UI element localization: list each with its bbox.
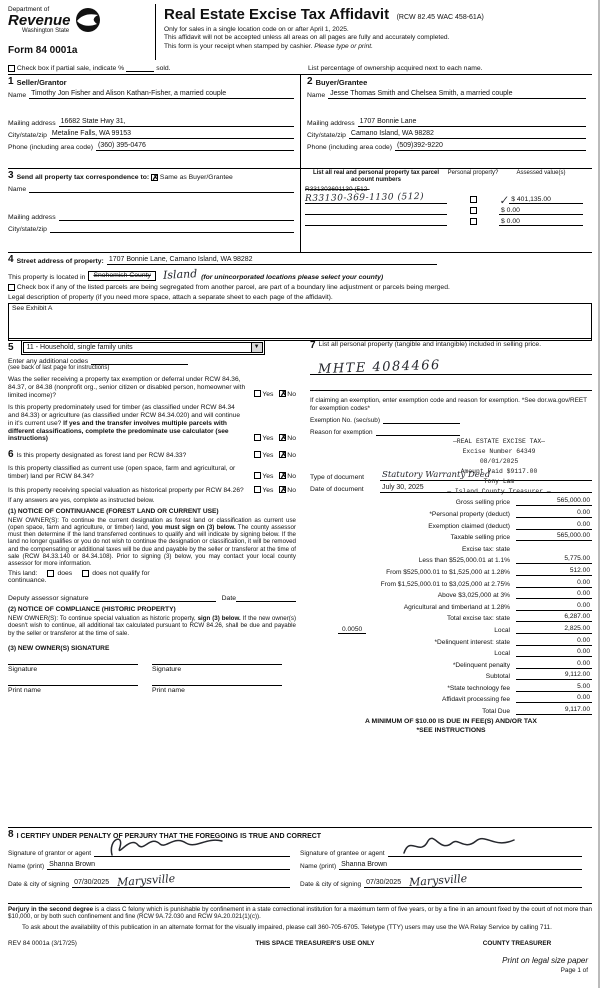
header-note-3b: Please type or print. xyxy=(314,42,373,50)
if-any-yes-note: If any answers are yes, complete as instructed below. xyxy=(8,496,155,504)
partial-sale-percent-input[interactable] xyxy=(126,64,154,72)
seller-mailing-field[interactable]: 16682 State Hwy 31, xyxy=(59,118,294,127)
timber-question-bold: If yes and the transfer involves multiple parcels with different classifications, complete the predominate use calculator xyxy=(8,419,227,435)
excise-tax-table xyxy=(310,497,592,715)
assessed-value-3[interactable]: $ 0.00 xyxy=(499,218,583,226)
tax-row-label: Exemption claimed (deduct) xyxy=(428,522,510,530)
tax-row-label: *State technology fee xyxy=(447,684,510,692)
tax-row-label: Gross selling price xyxy=(455,499,510,507)
tax-row-value[interactable]: 0.00 xyxy=(516,660,592,669)
does-not-label: does not qualify for xyxy=(92,570,150,578)
seller-mailing-label: Mailing address xyxy=(8,120,56,127)
header-note-3a: This form is your receipt when stamped by cashier. xyxy=(164,42,315,50)
segregated-label: Check box if any of the listed parcels are being segregated from another parcel, are part of a boundary line adjustment or parcels being merged. xyxy=(16,284,450,291)
seller-city-field[interactable]: Metaline Falls, WA 99153 xyxy=(50,130,294,139)
same-as-buyer-label: Same as Buyer/Grantee xyxy=(159,174,233,181)
tax-row-value[interactable]: 0.00 xyxy=(516,509,592,518)
grantor-signature-block xyxy=(8,844,300,888)
additional-codes-field[interactable] xyxy=(91,356,188,365)
no-label: No xyxy=(287,435,296,443)
historical-property-question: Is this property receiving special valuation as historical property per RCW 84.26? xyxy=(8,486,244,494)
parcel-numbers-header: List all real and personal property tax parcel account numbers xyxy=(312,170,440,184)
buyer-city-field[interactable]: Camano Island, WA 98282 xyxy=(349,130,586,139)
exemption-no-label: Exemption No. (sec/sub) xyxy=(310,417,380,425)
section-7-number: 7 xyxy=(310,340,316,351)
grantee-date-label: Date & city of signing xyxy=(300,881,362,888)
new-owner-printname-field-2[interactable] xyxy=(152,685,282,686)
parcel-table xyxy=(300,169,592,252)
exemption-deferral-question: Was the seller receiving a property tax exemption or deferral under RCW 84.36, 84.37, or 84.38 (nonprofit org., senior citizen or disabled person, homeowner with limited income)? xyxy=(8,376,246,399)
tax-row-value[interactable]: 0.00 xyxy=(516,602,592,611)
new-owner-signature-field-2[interactable] xyxy=(152,664,282,665)
grantee-signature-block xyxy=(300,844,592,888)
assessed-value-2[interactable]: $ 0.00 xyxy=(499,207,583,215)
tax-row-label: Agricultural and timberland at 1.28% xyxy=(403,603,510,611)
timber-question-note: (see instructions) xyxy=(8,427,229,443)
signature-label: Signature xyxy=(152,665,182,673)
section-2-number: 2 xyxy=(307,76,313,87)
yes-no-group xyxy=(246,451,296,460)
seller-name-field[interactable]: Timothy Jon Fisher and Alison Kathan-Fisher, a married couple xyxy=(29,90,294,99)
buyer-phone-field[interactable]: (509)392-9220 xyxy=(395,142,586,151)
additional-codes-note: (see back of last page for instructions) xyxy=(8,365,110,371)
personal-property-label: List all personal property (tangible and intangible) included in selling price. xyxy=(318,341,542,348)
rev-number: REV 84 0001a (3/17/25) xyxy=(8,939,77,947)
property-section xyxy=(8,252,592,338)
yes-no-group xyxy=(246,486,296,495)
signature-label: Signature xyxy=(8,665,38,673)
tax-row-label: Subtotal xyxy=(485,673,510,681)
page-number-note: Page 1 of xyxy=(560,966,588,974)
tax-row-value[interactable]: 0.00 xyxy=(516,648,592,657)
legal-description-label: Legal description of property (if you need more space, attach a separate sheet to each page of the affidavit). xyxy=(8,294,333,301)
tax-row-label: *Personal property (deduct) xyxy=(429,510,510,518)
stamp-amount-paid: Amount Paid $9117.00 xyxy=(460,467,538,475)
new-owner-signature-field-1[interactable] xyxy=(8,664,138,665)
parcel-row xyxy=(305,217,592,226)
perjury-rest-text: is a class C felony which is punishable by confinement in a state correctional institution for a maximum term of five years, or by a fine in an amount fixed by the court of not more than $10,000, or by both such confinement and fine (RCW 9A.72.030 and RCW 9A.20.021(1)(c)). xyxy=(8,906,592,921)
seller-city-label: City/state/zip xyxy=(8,132,47,139)
tax-row-value[interactable]: 512.00 xyxy=(516,567,592,576)
seller-phone-label: Phone (including area code) xyxy=(8,144,94,151)
section-1-number: 1 xyxy=(8,76,14,87)
no-checkbox[interactable] xyxy=(279,390,286,397)
exemption-intro: If claiming an exemption, enter exemption code and reason for exemption. *See dor.wa.gov/REET for exemption codes* xyxy=(310,397,587,412)
print-name-label: Print name xyxy=(8,686,41,694)
tax-row-label: From $1,525,000.01 to $3,025,000 at 2.75% xyxy=(380,580,510,588)
new-owner-printname-row xyxy=(8,685,296,694)
correspondence-mailing-label: Mailing address xyxy=(8,214,56,221)
certification-section xyxy=(8,827,592,903)
section-8-number: 8 xyxy=(8,829,14,840)
continuance-text-bold: you must sign on (3) below. xyxy=(151,524,236,532)
compliance-text-bold: sign (3) below. xyxy=(197,615,241,623)
grantee-date-value: 07/30/2025 xyxy=(366,879,402,886)
header-note-1: Only for sales in a single location code on or after April 1, 2025. xyxy=(164,25,349,33)
deputy-date-field[interactable] xyxy=(236,593,296,602)
yes-no-group xyxy=(246,472,296,481)
grantor-signature-label: Signature of grantor or agent xyxy=(8,850,92,857)
stamp-date: 08/01/2025 xyxy=(479,457,519,465)
parcel-number-handwritten: R33130-369-1130 (512) xyxy=(304,192,425,205)
print-legal-size-note: Print on legal size paper xyxy=(502,955,588,965)
grantor-city-handwritten: Marysville xyxy=(116,871,176,890)
county-dropdown[interactable] xyxy=(88,271,155,281)
no-label: No xyxy=(287,472,296,480)
continuance-label: continuance. xyxy=(8,577,47,585)
forest-land-question xyxy=(8,450,246,460)
print-name-label: Print name xyxy=(152,686,185,694)
grantee-name-field[interactable]: Shanna Brown xyxy=(339,861,582,870)
buyer-phone-label: Phone (including area code) xyxy=(307,144,393,151)
deputy-date-label: Date xyxy=(221,595,236,603)
located-in-label: This property is located in xyxy=(8,274,86,281)
handwritten-checkmark: ✓ xyxy=(498,193,509,208)
buyer-name-label: Name xyxy=(307,92,326,99)
seller-name-label: Name xyxy=(8,92,27,99)
tax-row-label: Total Due xyxy=(482,708,510,716)
tax-row-value[interactable]: 2,825.00 xyxy=(516,625,592,634)
yes-no-group xyxy=(246,390,296,399)
print-note-block xyxy=(8,956,592,974)
buyer-title: Buyer/Grantee xyxy=(315,78,368,87)
parcel-row xyxy=(304,186,592,208)
dor-logo-block xyxy=(8,4,156,60)
treasurer-stamp xyxy=(410,437,588,497)
yes-no-group xyxy=(246,434,296,443)
yes-checkbox[interactable] xyxy=(254,434,261,441)
county-struck-text: Snohomish County xyxy=(93,272,151,279)
no-label: No xyxy=(287,391,296,399)
tax-row-label: Affidavit processing fee xyxy=(441,696,510,704)
correspondence-name-field[interactable] xyxy=(29,184,294,193)
tax-row-label: *Delinquent penalty xyxy=(452,661,510,669)
stamp-excise-number: Excise Number 64349 xyxy=(462,447,536,455)
grantor-signature-field[interactable] xyxy=(94,848,290,857)
logo-revenue-text: Revenue xyxy=(8,12,71,29)
parcel-number-field[interactable] xyxy=(305,186,447,204)
exemption-no-field[interactable] xyxy=(383,415,460,424)
personal-property-field[interactable] xyxy=(310,359,592,391)
perjury-notice xyxy=(8,906,592,921)
tax-row-value[interactable]: 565,000.00 xyxy=(516,532,592,541)
grantee-city-handwritten: Marysville xyxy=(408,871,468,890)
continuance-text-2: The county assessor must then determine if the land transferred continues to qualify and will indicate by signing below. If the land no longer qualifies or you do not wish to continue the designation or classification, it will be removed and the compensating or additional taxes will be due and payable by the seller or transferor at the time of sale (RCW 84.33.140 or 84.34.108). Prior to signing (3) below, you may contact your local county assessor for more information. xyxy=(8,524,296,567)
logo-state-text: Washington State xyxy=(22,28,70,34)
handwritten-personal-property: MHTE 4084466 xyxy=(317,357,442,378)
section-4-number: 4 xyxy=(8,254,14,265)
correspondence-city-field[interactable] xyxy=(50,224,294,233)
certify-statement: I CERTIFY UNDER PENALTY OF PERJURY THAT THE FOREGOING IS TRUE AND CORRECT xyxy=(16,833,322,840)
date-of-document-field[interactable]: July 30, 2025 xyxy=(380,484,592,493)
no-checkbox[interactable] xyxy=(279,472,286,479)
tax-row-label: Local xyxy=(494,626,510,634)
tax-row-value[interactable]: 5,775.00 xyxy=(516,555,592,564)
stamp-title: —REAL ESTATE EXCISE TAX— xyxy=(452,438,546,445)
grantee-date-field[interactable] xyxy=(364,871,582,890)
partial-sale-suffix: sold. xyxy=(156,65,171,72)
no-checkbox[interactable] xyxy=(279,434,286,441)
section-5-6-column xyxy=(8,339,304,827)
does-not-checkbox[interactable] xyxy=(82,570,89,577)
new-owner-signature-row xyxy=(8,664,296,673)
timber-question-text: Is this property predominately used for timber (as classified under RCW 84.34 and 84.33) or agriculture (as classified under RCW 84.34.020) and will continue in it's current use? xyxy=(8,404,241,427)
parties-section xyxy=(8,75,592,168)
grantee-signature-scribble xyxy=(400,831,520,859)
tax-row-label: Above $3,025,000 at 3% xyxy=(437,592,510,600)
grantor-date-field[interactable] xyxy=(72,871,290,890)
compliance-text-2: If the new owner(s) doesn't wish to continue, all additional tax calculated pursuant to RCW 84.26, shall be due and payable by the seller or transferor at the time of sale. xyxy=(8,615,296,637)
tax-row-value[interactable]: 6,287.00 xyxy=(516,613,592,622)
section-5-number: 5 xyxy=(8,341,14,353)
tax-row-label: *Delinquent interest: state xyxy=(434,638,510,646)
main-columns xyxy=(8,338,592,827)
parcel-number-field-2[interactable] xyxy=(305,206,447,215)
footer-bottom-row xyxy=(8,940,592,947)
located-in-note: (for unincorporated locations please select your county) xyxy=(201,274,384,281)
title-rcw-ref: (RCW 82.45 WAC 458-61A) xyxy=(396,14,484,21)
additional-codes-label: Enter any additional codes xyxy=(8,358,89,365)
date-of-document-label: Date of document xyxy=(310,486,364,494)
does-checkbox[interactable] xyxy=(47,570,54,577)
no-checkbox[interactable] xyxy=(279,486,286,493)
seller-section xyxy=(8,75,300,168)
stamp-treasurer-name: Tony Lam xyxy=(483,477,515,485)
assessed-value-header: Assessed value(s) xyxy=(516,170,566,176)
notice-compliance-heading: (2) NOTICE OF COMPLIANCE (HISTORIC PROPERTY) xyxy=(8,606,176,614)
type-of-document-label: Type of document xyxy=(310,474,365,482)
grantee-name-label: Name (print) xyxy=(300,863,337,870)
correspondence-city-label: City/state/zip xyxy=(8,226,47,233)
segregated-checkbox[interactable] xyxy=(8,284,15,291)
tax-row-label: Taxable selling price xyxy=(450,534,510,542)
stamp-county-treasurer: — Island County Treasurer — xyxy=(447,487,551,495)
street-address-label: Street address of property: xyxy=(16,258,104,265)
current-use-question: Is this property classified as current use (open space, farm and agricultural, or timber) land per RCW 84.34? xyxy=(8,465,236,480)
grantor-signature-scribble xyxy=(106,831,226,859)
buyer-mailing-field[interactable]: 1707 Bonnie Lane xyxy=(358,118,586,127)
tax-row-value[interactable]: 0.00 xyxy=(516,694,592,703)
grantor-date-label: Date & city of signing xyxy=(8,881,70,888)
tax-row-value[interactable]: 0.00 xyxy=(516,579,592,588)
same-as-buyer-checkbox[interactable] xyxy=(151,174,158,181)
tax-row-label: Excise tax: state xyxy=(461,545,510,553)
yes-checkbox[interactable] xyxy=(254,472,261,479)
grantor-name-label: Name (print) xyxy=(8,863,45,870)
tax-row-value[interactable]: 565,000.00 xyxy=(516,497,592,506)
header-note-3 xyxy=(164,43,592,50)
accessibility-notice: To ask about the availability of this publication in an alternate format for the visually impaired, please call 360-705-6705. Teletype (TTY) users may use the WA Relay Service by calling 711. xyxy=(22,923,552,931)
dropdown-arrow-icon[interactable]: ▼ xyxy=(251,343,262,352)
forest-land-question-text: Is this property designated as forest land per RCW 84.33? xyxy=(16,452,187,460)
tax-row-value[interactable]: 9,112.00 xyxy=(516,671,592,680)
section-3-number: 3 xyxy=(8,170,14,181)
tax-row-label: Less than $525,000.01 at 1.1% xyxy=(418,557,510,565)
perjury-bold-text: Perjury in the second degree xyxy=(8,906,94,913)
page-title: Real Estate Excise Tax Affidavit xyxy=(164,6,390,23)
yes-checkbox[interactable] xyxy=(254,390,261,397)
reason-exemption-field[interactable] xyxy=(376,427,460,436)
personal-property-header: Personal property? xyxy=(447,170,499,176)
tax-row-value[interactable]: 0.00 xyxy=(516,637,592,646)
correspondence-parcels-row xyxy=(8,168,592,252)
type-of-document-field[interactable]: Statutory Warranty Deed xyxy=(380,470,592,481)
personal-property-checkbox-2[interactable] xyxy=(470,207,477,214)
partial-sale-row xyxy=(8,60,592,75)
tax-row-label: From $525,000.01 to $1,525,000 at 1.28% xyxy=(386,568,510,576)
buyer-section xyxy=(300,75,592,168)
notice-continuance-heading: (1) NOTICE OF CONTINUANCE (FOREST LAND OR CURRENT USE) xyxy=(8,507,219,515)
correspondence-label: Send all property tax correspondence to: xyxy=(16,174,150,181)
continuance-text-1: NEW OWNER(S): To continue the current designation as forest land or classification as current use (open space, farm and agriculture, or timber) land, xyxy=(8,516,296,532)
correspondence-name-label: Name xyxy=(8,186,27,193)
deputy-assessor-label: Deputy assessor signature xyxy=(8,595,89,603)
logo-dept-text: Department of xyxy=(8,6,50,13)
seller-title: Seller/Grantor xyxy=(16,78,67,87)
reason-exemption-label: Reason for exemption xyxy=(310,429,373,437)
tax-row-label: Local xyxy=(494,650,510,658)
property-class-dropdown[interactable] xyxy=(23,342,263,353)
new-owners-signature-heading: (3) NEW OWNER(S) SIGNATURE xyxy=(8,644,110,652)
grantee-signature-field[interactable] xyxy=(388,848,582,857)
tax-row-label: Total excise tax: state xyxy=(446,615,510,623)
notice-compliance-paragraph xyxy=(8,615,296,637)
property-class-value: 11 - Household, single family units xyxy=(26,344,133,351)
form-id: Form 84 0001a xyxy=(8,45,78,56)
header-note-2: This affidavit will not be accepted unless all areas on all pages are fully and accurately completed. xyxy=(164,34,450,41)
yes-label: Yes xyxy=(262,486,274,494)
ownership-note: List percentage of ownership acquired next to each name. xyxy=(308,65,483,72)
no-label: No xyxy=(287,452,296,460)
yes-label: Yes xyxy=(262,472,274,480)
partial-sale-checkbox[interactable] xyxy=(8,65,15,72)
personal-property-checkbox-1[interactable] xyxy=(470,196,477,203)
tax-row-value[interactable]: 5.00 xyxy=(516,683,592,692)
yes-label: Yes xyxy=(262,452,274,460)
tax-row-value xyxy=(516,544,592,553)
tax-row-value[interactable]: 0.00 xyxy=(516,521,592,530)
grantee-signature-label: Signature of grantee or agent xyxy=(300,850,385,857)
tax-row-value[interactable]: 0.00 xyxy=(516,590,592,599)
correspondence-mailing-field[interactable] xyxy=(59,212,294,221)
compliance-text-1: NEW OWNER(S): To continue special valuation as historic property, xyxy=(8,615,198,623)
no-label: No xyxy=(287,486,296,494)
assessed-value-1[interactable]: $ 401,135.00 xyxy=(509,196,583,204)
does-label: does xyxy=(57,570,73,578)
legal-description-field[interactable]: See Exhibit A xyxy=(8,303,592,341)
timber-agriculture-question xyxy=(8,404,246,443)
buyer-name-field[interactable]: Jesse Thomas Smith and Chelsea Smith, a married couple xyxy=(328,90,586,99)
county-treasurer-label: COUNTY TREASURER xyxy=(482,939,552,947)
form-header xyxy=(8,4,592,60)
parcel-row xyxy=(305,206,592,215)
deputy-assessor-signature-field[interactable] xyxy=(94,593,215,602)
street-address-field[interactable]: 1707 Bonnie Lane, Camano Island, WA 98282 xyxy=(107,256,437,265)
notice-continuance-paragraph xyxy=(8,517,296,567)
tax-row-value[interactable]: 9,117.00 xyxy=(516,706,592,715)
grantor-date-value: 07/30/2025 xyxy=(74,879,110,886)
this-land-label: This land: xyxy=(8,570,38,578)
partial-sale-label: Check box if partial sale, indicate % xyxy=(16,65,125,72)
personal-property-checkbox-3[interactable] xyxy=(470,218,477,225)
new-owner-printname-field-1[interactable] xyxy=(8,685,138,686)
yes-label: Yes xyxy=(262,391,274,399)
yes-checkbox[interactable] xyxy=(254,451,261,458)
no-checkbox[interactable] xyxy=(279,451,286,458)
grantor-name-field[interactable]: Shanna Brown xyxy=(47,861,290,870)
section-6-number: 6 xyxy=(8,449,14,461)
yes-checkbox[interactable] xyxy=(254,486,261,493)
handwritten-county: Island xyxy=(162,267,198,282)
parcel-number-field-3[interactable] xyxy=(305,217,447,226)
treasurer-use-only-label: THIS SPACE TREASURER'S USE ONLY xyxy=(255,939,375,947)
correspondence-section xyxy=(8,169,300,252)
minimum-due-note: A MINIMUM OF $10.00 IS DUE IN FEE(S) AND/OR TAX xyxy=(365,717,537,725)
buyer-mailing-label: Mailing address xyxy=(307,120,355,127)
see-instructions-note: *SEE INSTRUCTIONS xyxy=(416,726,486,734)
dor-flag-icon xyxy=(75,7,101,38)
parcel-number-typed-struck: R331303691130 (512- xyxy=(305,186,370,194)
section-7-column xyxy=(304,339,592,827)
seller-phone-field[interactable]: (360) 395-0476 xyxy=(96,142,294,151)
buyer-city-label: City/state/zip xyxy=(307,132,346,139)
page-footer xyxy=(8,903,592,974)
local-rate-field[interactable]: 0.0050 xyxy=(338,626,366,634)
yes-label: Yes xyxy=(262,435,274,443)
